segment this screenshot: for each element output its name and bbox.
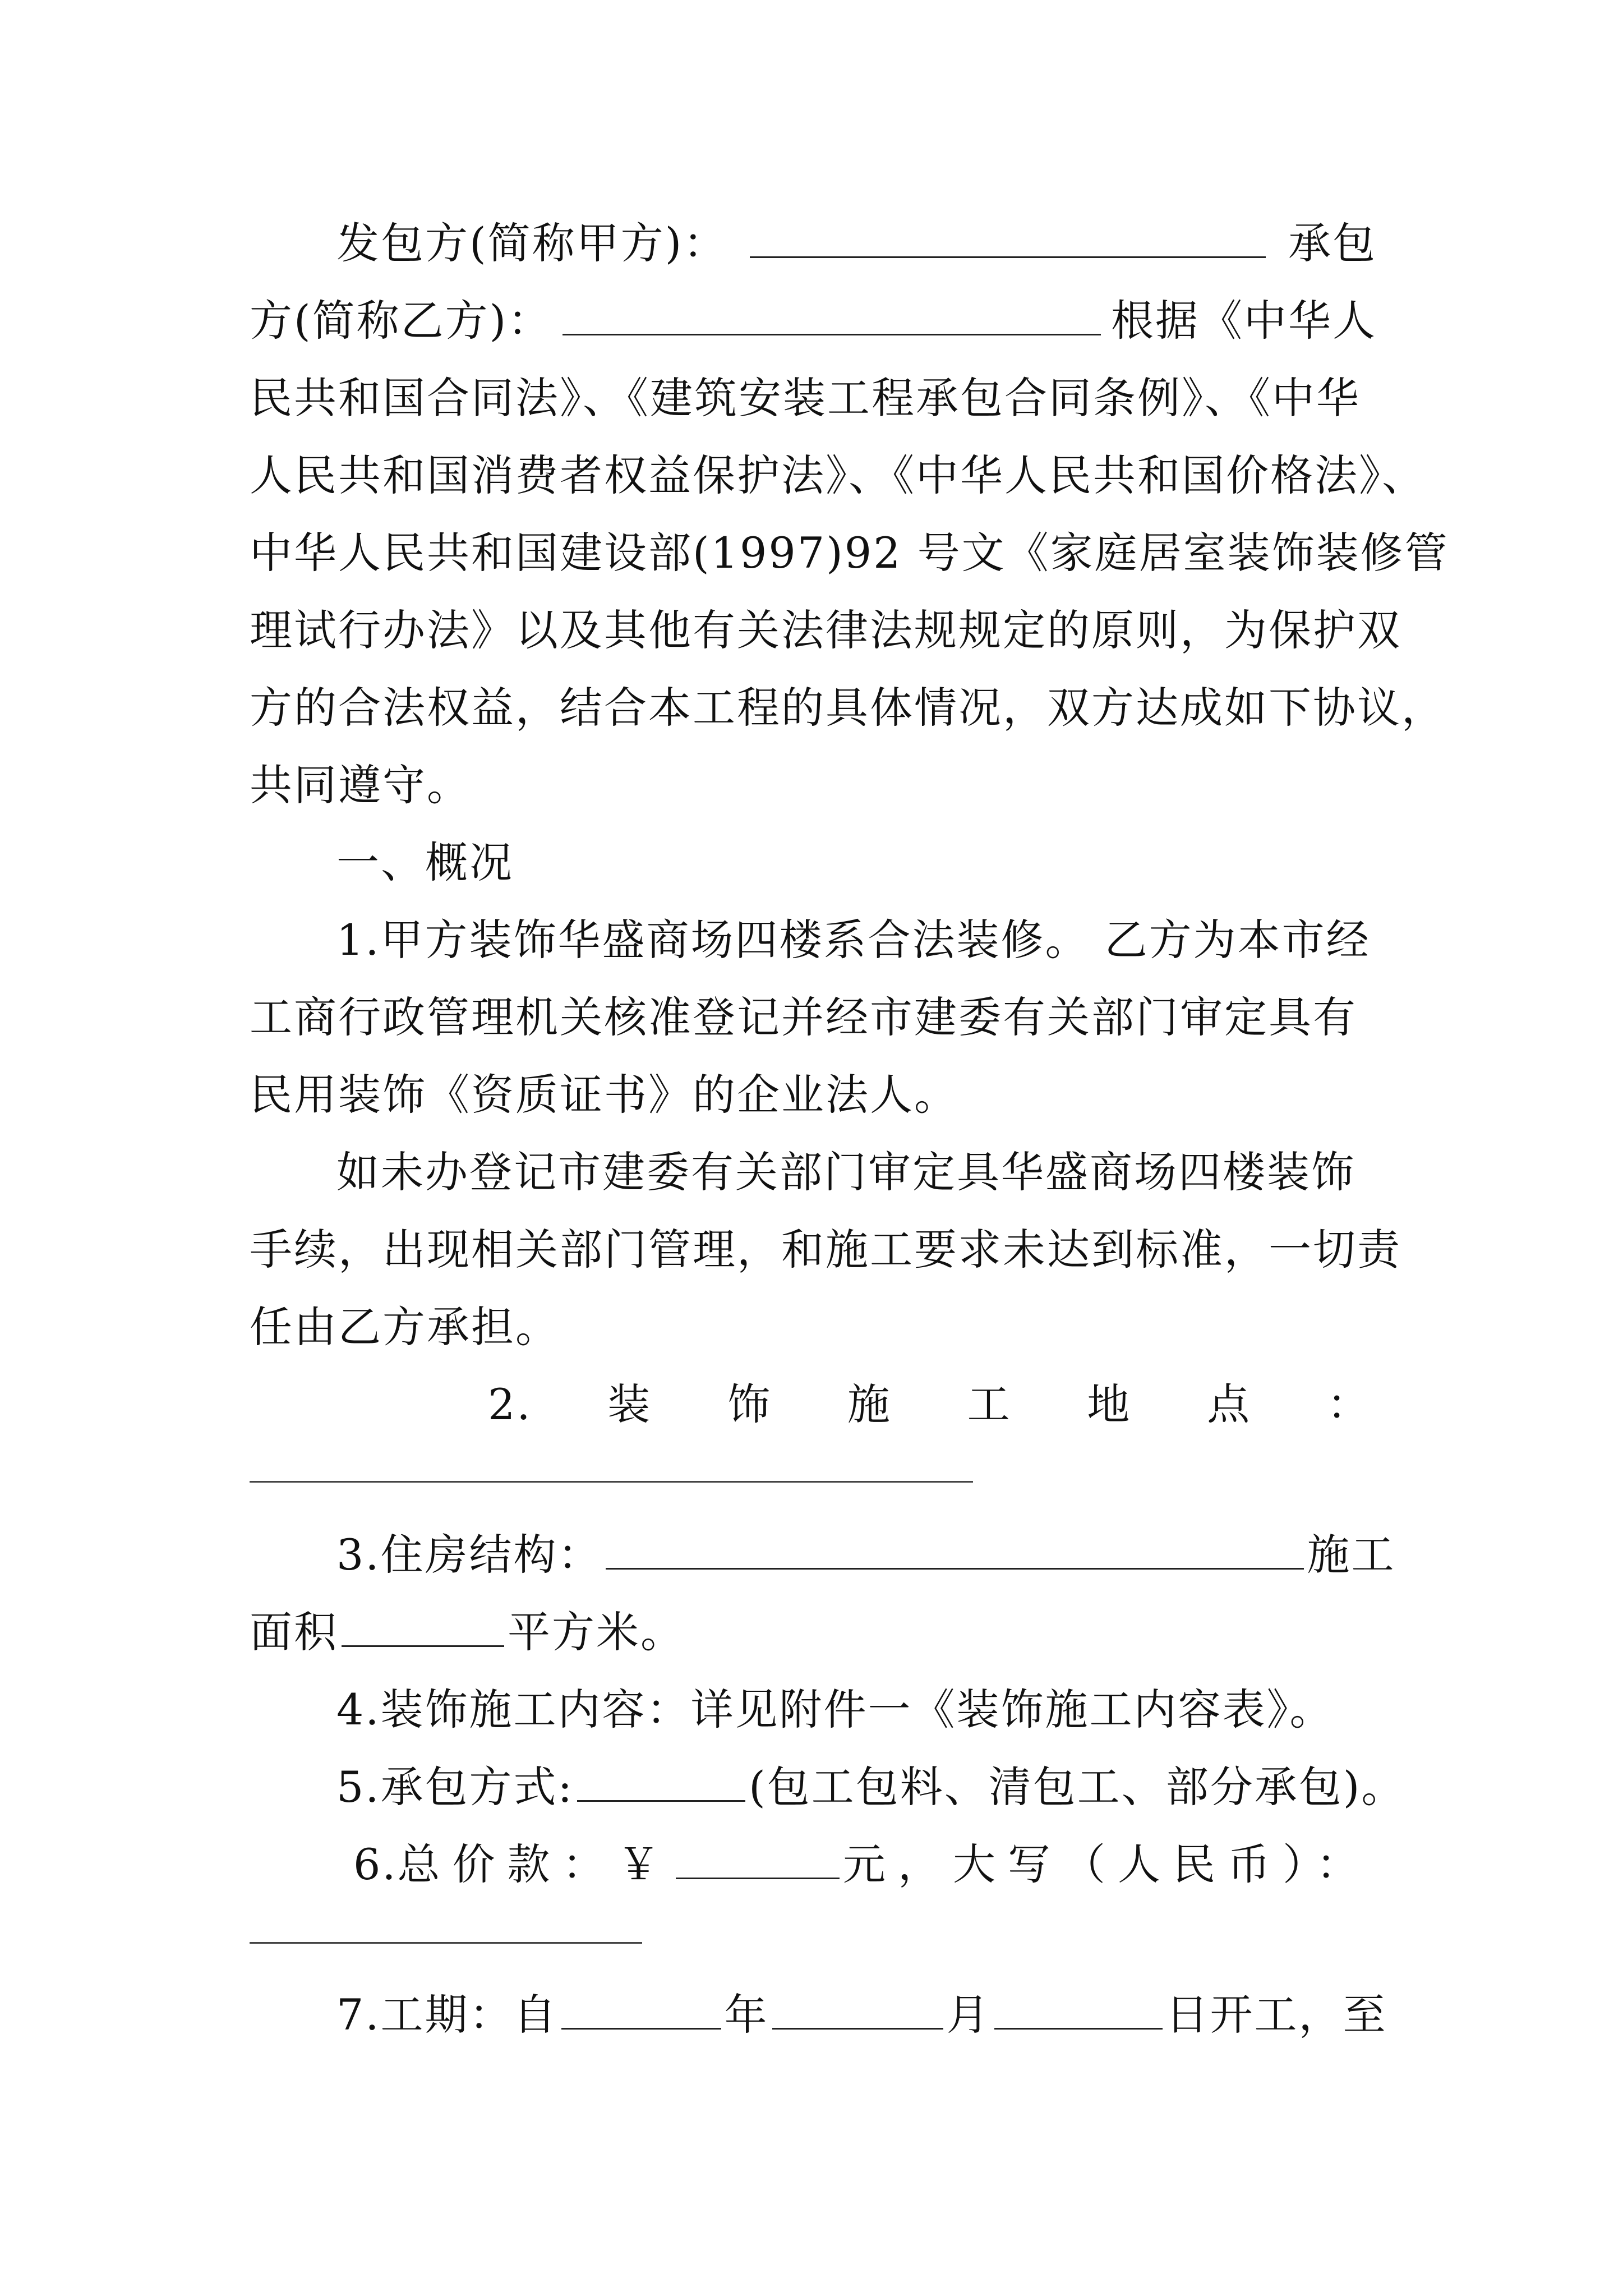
- section-heading-overview: 一、概况: [336, 838, 514, 887]
- paragraph-line: 民共和国合同法》、《建筑安装工程承包合同条例》、《中华: [250, 373, 1361, 423]
- clause-2-char: 地: [1087, 1379, 1132, 1429]
- paragraph-line: 中华人民共和国建设部(1997)92 号文《家庭居室装饰装修管: [250, 528, 1449, 578]
- party-a-label: 发包方(简称甲方)：: [336, 218, 728, 268]
- clause-1-note-line: 手续，出现相关部门管理，和施工要求未达到标准，一切责: [250, 1225, 1401, 1274]
- area-label-part1: 施工: [1307, 1530, 1396, 1580]
- start-month-blank[interactable]: [772, 1989, 943, 2030]
- clause-1-line: 1.甲方装饰华盛商场四楼系合法装修。 乙方为本市经: [336, 915, 1371, 965]
- area-line: [250, 1604, 1377, 1660]
- basis-text-start: 根据《中华人: [1111, 296, 1377, 346]
- price-words-blank[interactable]: [250, 1942, 642, 1944]
- clause-1-line: 工商行政管理机关核准登记并经市建委有关部门审定具有: [250, 992, 1357, 1042]
- party-b-label-part1: 承包: [1288, 218, 1377, 268]
- party-b-line: [250, 293, 1377, 349]
- clause-6-line: [353, 1837, 1371, 1893]
- clause-5-line: [336, 1759, 1406, 1815]
- party-a-line: [336, 215, 1377, 272]
- clause-1-line: 民用装饰《资质证书》的企业法人。: [250, 1070, 958, 1120]
- clause-3-line: [336, 1527, 1396, 1583]
- paragraph-line: 共同遵守。: [250, 760, 471, 810]
- clause-2-site-line: [488, 1377, 1371, 1433]
- clause-2-char: 装: [607, 1379, 652, 1429]
- clause-2-char: 施: [847, 1379, 892, 1429]
- period-label: 7.工期：自: [336, 1990, 558, 2040]
- area-unit: 平方米。: [508, 1607, 685, 1657]
- party-b-label-part2: 方(简称乙方)：: [250, 296, 552, 346]
- clause-7-line: [336, 1987, 1387, 2043]
- clause-4-line: 4.装饰施工内容：详见附件一《装饰施工内容表》。: [336, 1685, 1334, 1734]
- contract-mode-blank[interactable]: [577, 1761, 745, 1802]
- price-words-label: 大写（人民币）：: [953, 1839, 1371, 1889]
- clause-2-char: 工: [967, 1379, 1012, 1429]
- clause-1-note-line: 如未办登记市建委有关部门审定具华盛商场四楼装饰: [336, 1147, 1355, 1197]
- contract-mode-label: 5.承包方式:: [336, 1762, 574, 1812]
- clause-1-note-line: 任由乙方承担。: [250, 1302, 560, 1352]
- party-b-blank[interactable]: [562, 295, 1101, 335]
- price-label: 总价款：￥: [397, 1839, 672, 1889]
- clause-2-number: 2.: [488, 1379, 532, 1429]
- day-label: 日开工，至: [1165, 1990, 1387, 2040]
- paragraph-line: 方的合法权益，结合本工程的具体情况，双方达成如下协议，: [250, 683, 1446, 733]
- area-label-part2: 面积: [250, 1607, 338, 1657]
- area-blank[interactable]: [342, 1606, 504, 1647]
- site-address-blank[interactable]: [250, 1481, 973, 1483]
- structure-blank[interactable]: [606, 1529, 1304, 1570]
- year-label: 年: [724, 1990, 769, 2040]
- paragraph-line: 理试行办法》以及其他有关法律法规规定的原则，为保护双: [250, 605, 1401, 655]
- clause-2-char: ：: [1326, 1379, 1371, 1429]
- paragraph-line: 人民共和国消费者权益保护法》、《中华人民共和国价格法》、: [250, 450, 1426, 500]
- clause-2-char: 饰: [727, 1379, 772, 1429]
- price-number: 6.: [353, 1839, 398, 1889]
- contract-mode-options: (包工包料、清包工、部分承包)。: [749, 1762, 1406, 1812]
- month-label: 月: [946, 1990, 991, 2040]
- start-year-blank[interactable]: [561, 1989, 721, 2030]
- start-day-blank[interactable]: [994, 1989, 1163, 2030]
- price-blank[interactable]: [676, 1838, 840, 1879]
- clause-2-char: 点: [1207, 1379, 1252, 1429]
- structure-label: 3.住房结构：: [336, 1530, 602, 1580]
- party-a-blank[interactable]: [750, 217, 1266, 258]
- price-unit: 元，: [843, 1839, 953, 1889]
